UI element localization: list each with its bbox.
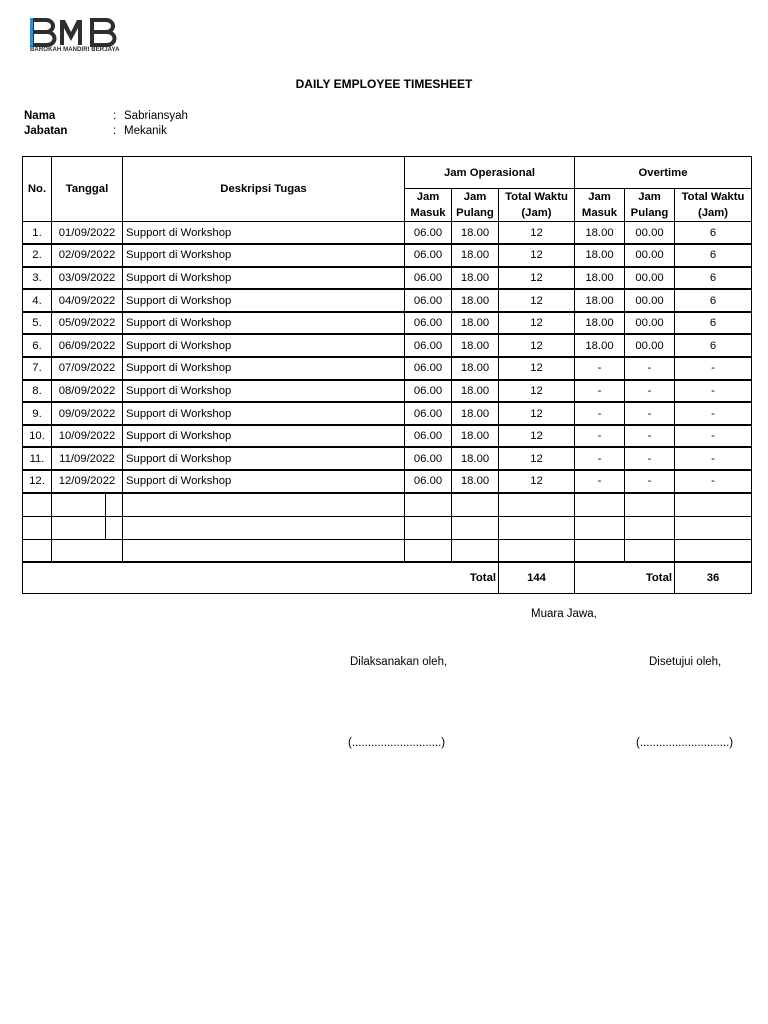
logo-subtitle: BAROKAH MANDIRI BERJAYA [30,47,120,53]
table-row [23,334,752,357]
name-colon: : [113,110,117,122]
row-op-total-waktu: 12 [499,425,575,448]
row-ot-jam-masuk: - [575,447,625,470]
row-op-jam-masuk: 06.00 [405,289,452,312]
row-ot-total-waktu: - [675,357,752,380]
row-op-jam-pulang: 18.00 [452,222,499,245]
header-no: No. [23,157,52,222]
position-colon: : [113,125,117,137]
approved-by-label: Disetujui oleh, [649,656,722,668]
row-ot-jam-masuk: 18.00 [575,222,625,245]
row-deskripsi: Support di Workshop [123,244,405,267]
row-ot-jam-masuk: 18.00 [575,289,625,312]
row-op-jam-masuk: 06.00 [405,222,452,245]
row-op-jam-masuk: 06.00 [405,402,452,425]
row-deskripsi: Support di Workshop [123,312,405,335]
row-op-total-waktu: 12 [499,357,575,380]
row-ot-total-waktu: 6 [675,267,752,290]
row-ot-jam-masuk: 18.00 [575,267,625,290]
header-deskripsi: Deskripsi Tugas [123,157,405,222]
row-op-jam-masuk: 06.00 [405,357,452,380]
row-ot-jam-masuk: - [575,402,625,425]
cell [575,493,625,517]
row-tanggal: 12/09/2022 [52,470,123,493]
row-op-total-waktu: 12 [499,470,575,493]
header-op-jam-pulang: Jam Pulang [452,189,499,222]
row-ot-total-waktu: 6 [675,222,752,245]
row-op-jam-masuk: 06.00 [405,267,452,290]
header-op-total-waktu: Total Waktu (Jam) [499,189,575,222]
cell [675,516,752,539]
cell [23,493,52,517]
cell [499,516,575,539]
cell [625,493,675,517]
row-ot-jam-masuk: - [575,470,625,493]
row-ot-jam-pulang: - [625,470,675,493]
row-op-jam-pulang: 18.00 [452,244,499,267]
row-op-total-waktu: 12 [499,334,575,357]
row-ot-total-waktu: 6 [675,244,752,267]
row-ot-jam-masuk: - [575,425,625,448]
row-ot-jam-pulang: - [625,380,675,403]
row-tanggal: 04/09/2022 [52,289,123,312]
row-no: 7. [23,357,52,380]
row-tanggal: 07/09/2022 [52,357,123,380]
row-op-jam-pulang: 18.00 [452,267,499,290]
cell [675,539,752,562]
approved-by-signature-line: (............................) [636,737,734,749]
row-ot-jam-pulang: 00.00 [625,244,675,267]
table-row [23,312,752,335]
row-op-jam-pulang: 18.00 [452,447,499,470]
row-ot-total-waktu: - [675,470,752,493]
header-ot-jam-pulang: Jam Pulang [625,189,675,222]
cell [575,539,625,562]
row-tanggal: 08/09/2022 [52,380,123,403]
empty-row [23,516,752,539]
signature-place: Muara Jawa, [531,608,597,620]
row-ot-total-waktu: - [675,402,752,425]
row-tanggal: 05/09/2022 [52,312,123,335]
row-op-jam-masuk: 06.00 [405,447,452,470]
total-operasional-label: Total [23,562,499,594]
row-deskripsi: Support di Workshop [123,357,405,380]
cell [405,493,452,517]
header-ot-jam-masuk: Jam Masuk [575,189,625,222]
row-op-total-waktu: 12 [499,402,575,425]
row-no: 3. [23,267,52,290]
cell [52,493,123,517]
row-ot-total-waktu: 6 [675,312,752,335]
row-deskripsi: Support di Workshop [123,222,405,245]
row-ot-jam-pulang: - [625,357,675,380]
cell [575,516,625,539]
row-no: 6. [23,334,52,357]
cell [405,539,452,562]
row-no: 12. [23,470,52,493]
row-ot-jam-pulang: - [625,447,675,470]
row-ot-jam-pulang: - [625,402,675,425]
row-ot-jam-masuk: 18.00 [575,334,625,357]
row-deskripsi: Support di Workshop [123,447,405,470]
name-label: Nama [24,110,56,122]
table-row [23,244,752,267]
empty-row [23,539,752,562]
name-value: Sabriansyah [124,110,188,122]
table-row [23,357,752,380]
table-row [23,402,752,425]
cell [452,516,499,539]
row-ot-jam-masuk: - [575,380,625,403]
row-ot-jam-pulang: 00.00 [625,289,675,312]
timesheet-table [22,156,752,594]
header-op-jam-masuk: Jam Masuk [405,189,452,222]
row-deskripsi: Support di Workshop [123,267,405,290]
row-op-jam-pulang: 18.00 [452,312,499,335]
row-no: 2. [23,244,52,267]
table-row [23,222,752,245]
row-op-jam-masuk: 06.00 [405,425,452,448]
row-op-jam-masuk: 06.00 [405,380,452,403]
cell [499,493,575,517]
cell [625,516,675,539]
row-ot-jam-masuk: 18.00 [575,244,625,267]
cell [23,516,52,539]
row-ot-jam-pulang: 00.00 [625,267,675,290]
row-tanggal: 02/09/2022 [52,244,123,267]
row-ot-jam-pulang: 00.00 [625,312,675,335]
row-ot-total-waktu: - [675,425,752,448]
row-op-jam-pulang: 18.00 [452,402,499,425]
total-operasional-value: 144 [499,562,575,594]
row-no: 11. [23,447,52,470]
cell [52,539,123,562]
cell [123,539,405,562]
row-no: 4. [23,289,52,312]
row-ot-jam-masuk: 18.00 [575,312,625,335]
table-row [23,267,752,290]
row-no: 9. [23,402,52,425]
row-op-total-waktu: 12 [499,244,575,267]
header-overtime: Overtime [575,157,752,189]
table-row [23,289,752,312]
row-tanggal: 01/09/2022 [52,222,123,245]
row-no: 1. [23,222,52,245]
row-ot-jam-pulang: 00.00 [625,222,675,245]
executed-by-label: Dilaksanakan oleh, [350,656,448,668]
row-deskripsi: Support di Workshop [123,380,405,403]
cell [499,539,575,562]
row-ot-jam-pulang: - [625,425,675,448]
cell [123,516,405,539]
cell [452,493,499,517]
row-op-jam-pulang: 18.00 [452,357,499,380]
document-title: DAILY EMPLOYEE TIMESHEET [295,77,473,91]
row-deskripsi: Support di Workshop [123,402,405,425]
table-row [23,447,752,470]
row-deskripsi: Support di Workshop [123,470,405,493]
row-no: 8. [23,380,52,403]
row-ot-total-waktu: - [675,380,752,403]
row-ot-total-waktu: 6 [675,289,752,312]
table-row [23,380,752,403]
empty-row [23,493,752,517]
row-deskripsi: Support di Workshop [123,289,405,312]
table-row [23,470,752,493]
header-ot-total-waktu: Total Waktu (Jam) [675,189,752,222]
row-op-total-waktu: 12 [499,267,575,290]
row-op-jam-masuk: 06.00 [405,312,452,335]
row-no: 5. [23,312,52,335]
cell [52,516,123,539]
cell [123,493,405,517]
row-deskripsi: Support di Workshop [123,334,405,357]
row-op-total-waktu: 12 [499,222,575,245]
total-overtime-value: 36 [675,562,752,594]
row-no: 10. [23,425,52,448]
row-ot-jam-pulang: 00.00 [625,334,675,357]
row-tanggal: 03/09/2022 [52,267,123,290]
row-tanggal: 11/09/2022 [52,447,123,470]
table-row [23,425,752,448]
row-op-jam-pulang: 18.00 [452,334,499,357]
row-op-jam-pulang: 18.00 [452,289,499,312]
executed-by-signature-line: (............................) [348,737,446,749]
header-tanggal: Tanggal [52,157,123,222]
row-op-total-waktu: 12 [499,312,575,335]
position-value: Mekanik [124,125,167,137]
row-tanggal: 10/09/2022 [52,425,123,448]
total-row [23,562,752,594]
cell [23,539,52,562]
total-overtime-label: Total [575,562,675,594]
row-op-total-waktu: 12 [499,447,575,470]
row-op-jam-pulang: 18.00 [452,380,499,403]
cell [625,539,675,562]
row-op-total-waktu: 12 [499,289,575,312]
row-op-jam-masuk: 06.00 [405,244,452,267]
position-label: Jabatan [24,125,68,137]
row-ot-jam-masuk: - [575,357,625,380]
row-tanggal: 06/09/2022 [52,334,123,357]
row-op-jam-pulang: 18.00 [452,470,499,493]
row-tanggal: 09/09/2022 [52,402,123,425]
cell [675,493,752,517]
cell [452,539,499,562]
row-op-jam-masuk: 06.00 [405,470,452,493]
header-jam-operasional: Jam Operasional [405,157,575,189]
row-op-total-waktu: 12 [499,380,575,403]
row-op-jam-masuk: 06.00 [405,334,452,357]
cell [405,516,452,539]
row-op-jam-pulang: 18.00 [452,425,499,448]
row-deskripsi: Support di Workshop [123,425,405,448]
row-ot-total-waktu: - [675,447,752,470]
row-ot-total-waktu: 6 [675,334,752,357]
